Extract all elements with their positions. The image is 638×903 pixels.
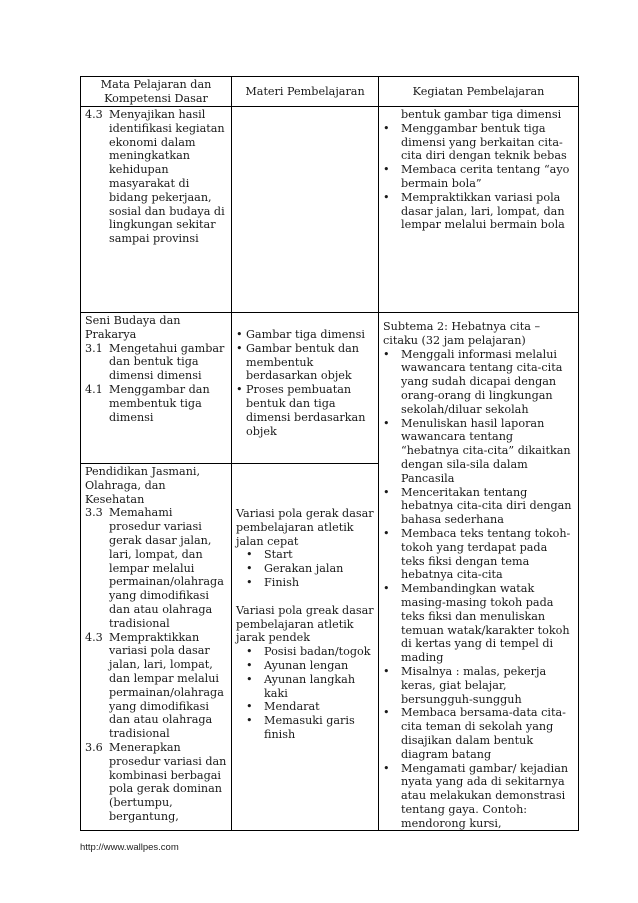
competency-text: Mengetahui gambar dan bentuk tiga dimensi dimensi [109, 341, 225, 383]
bullet-icon: • [236, 341, 243, 355]
competency-number: 4.3 [85, 108, 103, 121]
competency-text: Menyajikan hasil identifikasi kegiatan ekonomi dalam meningkatkan kehidupan masyarakat di bidang pekerjaan, sosial dan budaya di lingkungan sekitar sampai provinsi [109, 108, 225, 246]
competency-number: 4.3 [85, 630, 103, 644]
list-item: • Mendarat [246, 700, 320, 714]
cell-activity [379, 313, 579, 831]
competency-number: 4.1 [85, 382, 103, 396]
bullet-icon: • [246, 700, 253, 714]
list-item: • Gambar bentuk dan membentuk berdasarkan objek [236, 341, 360, 383]
bullet-icon: • [383, 163, 390, 177]
bullet-icon: • [246, 672, 253, 686]
competency-item [85, 108, 227, 246]
table-row [81, 107, 579, 313]
bullet-icon: • [246, 714, 253, 728]
curriculum-table [80, 76, 579, 831]
bullet-icon: • [383, 190, 390, 204]
competency-item [85, 506, 227, 630]
material-heading: Variasi pola greak dasar pembelajaran atletik jarak pendek [236, 603, 374, 645]
bullet-icon: • [246, 562, 253, 576]
bullet-icon: • [246, 658, 253, 672]
bullet-icon: • [383, 121, 390, 135]
cell-competency [81, 464, 232, 831]
activity-continuation: bentuk gambar tiga dimensi [401, 108, 562, 121]
list-item: • Mengamati gambar/ kejadian nyata yang ada di sekitarnya atau melakukan demonstrasi tentang gaya. Contoh: mendorong kursi, [383, 761, 569, 830]
table-header-row [81, 77, 579, 107]
competency-item [85, 342, 227, 383]
bullet-icon: • [383, 526, 390, 540]
list-item: • Membaca bersama-data cita-cita teman di sekolah yang disajikan dalam bentuk diagram batang [383, 706, 566, 761]
competency-item [85, 631, 227, 741]
list-item: • Membandingkan watak masing-masing tokoh pada teks fiksi dan menuliskan temuan watak/karakter tokoh di kertas yang di tempel di mading [383, 582, 570, 665]
header-activity: Kegiatan Pembelajaran [379, 77, 579, 107]
competency-number: 3.3 [85, 506, 103, 520]
bullet-icon: • [383, 664, 390, 678]
bullet-icon: • [383, 706, 390, 720]
bullet-icon: • [236, 383, 243, 397]
competency-number: 3.6 [85, 740, 103, 754]
competency-text: Mempraktikkan variasi pola dasar jalan, lari, lompat, dan lempar melalui permainan/olahraga yang dimodifikasi dan atau olahraga tradisional [109, 630, 224, 741]
bullet-icon: • [246, 548, 253, 562]
list-item: • Membaca cerita tentang “ayo bermain bola” [383, 163, 570, 190]
list-item: • Gambar tiga dimensi [236, 328, 365, 341]
subject-name: Pendidikan Jasmani, Olahraga, dan Kesehatan [85, 465, 201, 506]
list-item: • Menggambar bentuk tiga dimensi yang berkaitan cita-cita diri dengan teknik bebas [383, 121, 567, 163]
bullet-icon: • [383, 582, 390, 596]
header-material: Materi Pembelajaran [232, 77, 379, 107]
list-item: • Misalnya : malas, pekerja keras, giat belajar, bersungguh-sungguh [383, 664, 547, 706]
cell-competency [81, 107, 232, 313]
competency-text: Menerapkan prosedur variasi dan kombinasi berbagai pola gerak dominan (bertumpu, bergantung, [109, 740, 227, 823]
bullet-icon: • [383, 416, 390, 430]
list-item: • Gerakan jalan [246, 562, 344, 576]
bullet-icon: • [383, 761, 390, 775]
cell-material [232, 107, 379, 313]
competency-text: Memahami prosedur variasi gerak dasar jalan, lari, lompat, dan lempar melalui permainan/olahraga yang dimodifikasi dan atau olahraga tradisional [109, 506, 224, 630]
list-item: • Ayunan lengan [246, 658, 349, 672]
footer-url: http://www.wallpes.com [80, 842, 179, 853]
table-row [81, 313, 579, 464]
list-item: • Finish [246, 575, 300, 589]
competency-item [85, 383, 227, 424]
cell-material [232, 464, 379, 831]
cell-competency [81, 313, 232, 464]
subject-name: Seni Budaya dan Prakarya [85, 314, 181, 341]
list-item: • Mempraktikkan variasi pola dasar jalan, lari, lompat, dan lempar melalui bermain bola [383, 190, 565, 232]
competency-item [85, 741, 227, 824]
bullet-icon: • [383, 485, 390, 499]
subtheme-title: Subtema 2: Hebatnya cita – citaku (32 jam pelajaran) [383, 320, 541, 347]
list-item: • Membaca teks tentang tokoh-tokoh yang terdapat pada teks fiksi dengan tema hebatnya cita-cita [383, 526, 571, 582]
list-item: • Memasuki garis finish [246, 714, 355, 741]
list-item: • Menuliskan hasil laporan wawancara tentang “hebatnya cita-cita” dikaitkan dengan sila-sila dalam Pancasila [383, 416, 571, 485]
list-item: • Ayunan langkah kaki [246, 672, 356, 700]
cell-activity [379, 107, 579, 313]
list-item: • Menceritakan tentang hebatnya cita-cita diri dengan bahasa sederhana [383, 485, 572, 527]
bullet-icon: • [246, 645, 253, 659]
bullet-icon: • [246, 575, 253, 589]
list-item: • Proses pembuatan bentuk dan tiga dimensi berdasarkan objek [236, 383, 366, 438]
bullet-icon: • [236, 328, 243, 341]
competency-number: 3.1 [85, 341, 103, 355]
list-item: • Start [246, 548, 293, 562]
list-item: • Menggali informasi melalui wawancara tentang cita-cita yang sudah dicapai dengan orang-orang di lingkungan sekolah/diluar sekolah [383, 347, 563, 416]
material-heading: Variasi pola gerak dasar pembelajaran atletik jalan cepat [236, 507, 374, 548]
cell-material [232, 313, 379, 464]
competency-text: Menggambar dan membentuk tiga dimensi [109, 382, 210, 424]
header-subject-competency: Mata Pelajaran dan Kompetensi Dasar [81, 77, 232, 107]
list-item: • Posisi badan/togok [246, 645, 371, 659]
bullet-icon: • [383, 347, 390, 361]
